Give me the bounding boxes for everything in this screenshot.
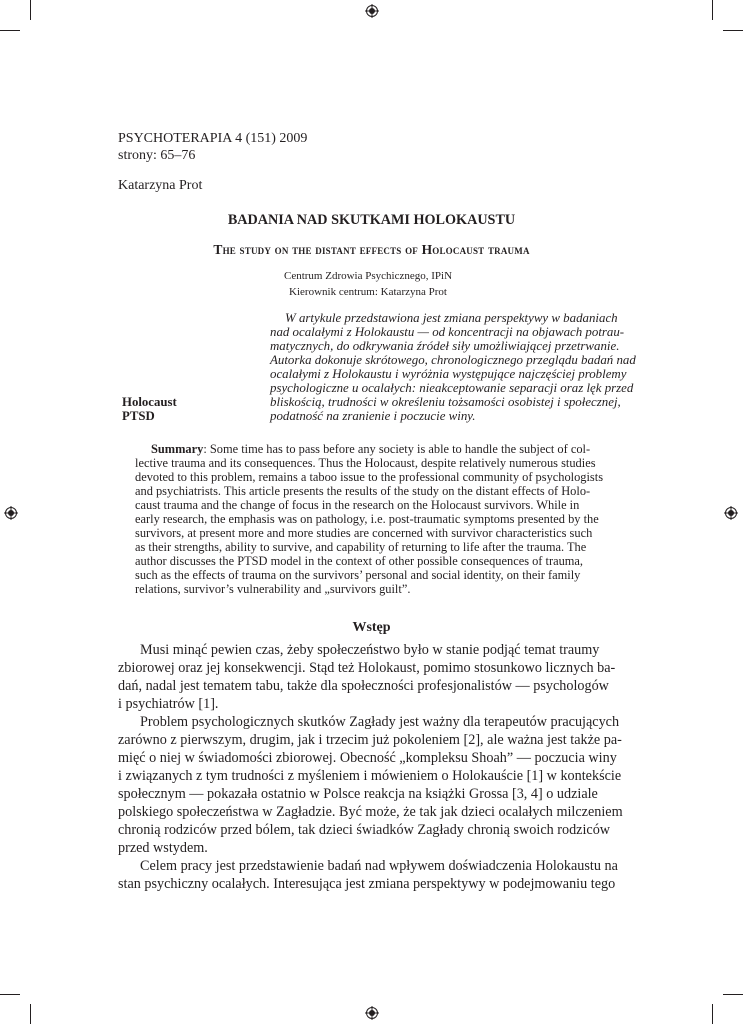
body-line: Celem pracy jest przedstawienie badań nad wpływem doświadczenia Holokaustu na: [140, 858, 618, 874]
body-line: Problem psychologicznych skutków Zagłady jest ważny dla terapeutów pracujących: [140, 714, 620, 730]
summary-line: author discusses the PTSD model in the context of other possible consequences of trauma,: [135, 554, 584, 568]
summary-line: relations, survivor’s vulnerability and „survivors guilt”.: [135, 582, 411, 596]
abstract-line: bliskością, trudności w określeniu tożsamości osobistej i społecznej,: [270, 395, 621, 409]
body-line: dań, nadal jest tematem tabu, także dla społeczności profesjonalistów — psychologów: [118, 678, 609, 694]
abstract-line: psychologiczne u ocalałych: nieakceptowanie separacji oraz lęk przed: [270, 381, 634, 395]
affiliation-line: Centrum Zdrowia Psychicznego, IPiN: [283, 270, 453, 282]
abstract-line: nad ocalałymi z Holokaustu — od koncentracji na objawach potrau-: [270, 325, 625, 339]
abstract-line: W artykule przedstawiona jest zmiana perspektywy w badaniach: [285, 311, 618, 325]
page-range: strony: 65–76: [118, 148, 196, 163]
abstract-line: podatność na zranienie i poczucie winy.: [270, 409, 476, 423]
abstract-line: ocalałymi z Holokaustu i wyróżnia występujące najczęściej problemy: [270, 367, 627, 381]
abstract-line: Autorka dokonuje skrótowego, chronologicznego przeglądu badań nad: [270, 353, 636, 367]
summary-label: Summary: [151, 442, 204, 456]
subtitle-cap-1: T: [213, 242, 223, 257]
summary-line: such as the effects of trauma on the survivors’ personal and social identity, on their family: [135, 568, 581, 582]
summary-line: as their strengths, ability to survive, and capability of returning to life after the trauma. The: [135, 540, 587, 554]
summary-line: early research, the emphasis was on pathology, i.e. post-traumatic symptoms presented by the: [135, 512, 599, 526]
registration-mark-bottom-icon: [365, 1006, 379, 1020]
body-line: przed wstydem.: [118, 840, 208, 856]
crop-mark-bottom-left-h: [0, 994, 20, 995]
affiliation-line: Kierownik centrum: Katarzyna Prot: [289, 286, 447, 298]
body-line: i związanych z tym trudności z myśleniem i mówieniem o Holokauście [1] w kontekście: [118, 768, 622, 784]
crop-mark-top-right-h: [723, 30, 743, 31]
body-line: stan psychiczny ocalałych. Interesująca jest zmiana perspektywy w podejmowaniu tego: [118, 876, 616, 892]
journal-citation: PSYCHOTERAPIA 4 (151) 2009: [118, 131, 308, 146]
body-line: i psychiatrów [1].: [118, 696, 219, 712]
summary-first-line: [151, 443, 590, 457]
body-line: zbiorowej oraz jej konsekwencji. Stąd też Holokaust, pomimo stosunkowo licznych ba-: [118, 660, 616, 676]
summary-line: and psychiatrists. This article presents the results of the study on the distant effects of Holo-: [135, 484, 591, 498]
crop-mark-top-left-h: [0, 30, 20, 31]
summary-line: devoted to this problem, remains a taboo issue to the professional community of psychologists: [135, 470, 604, 484]
registration-mark-top-icon: [365, 4, 379, 18]
article-subtitle: [0, 242, 743, 258]
body-line: zarówno z pierwszym, drugim, jak i trzecim już pokoleniem [2], ale ważna jest także pa-: [118, 732, 622, 748]
registration-mark-left-icon: [4, 506, 18, 520]
body-line: polskiego społeczeństwa w Zagładzie. Być może, że tak jak dzieci ocalałych milczeniem: [118, 804, 623, 820]
crop-mark-bottom-left-v: [30, 1004, 31, 1024]
summary-line: lective trauma and its consequences. Thus the Holocaust, despite relatively numerous studies: [135, 456, 596, 470]
crop-mark-bottom-right-h: [723, 994, 743, 995]
keyword: Holocaust: [122, 395, 177, 409]
summary-line: survivors, at present more and more studies are concerned with survivor characteristics such: [135, 526, 593, 540]
crop-mark-bottom-right-v: [712, 1004, 713, 1024]
body-line: społecznym — pokazała ostatnio w Polsce reakcja na książki Grossa [3, 4] o udziale: [118, 786, 598, 802]
body-line: mięć o niej w świadomości zbiorowej. Obecność „kompleksu Shoah” — poczucia winy: [118, 750, 617, 766]
summary-text: : Some time has to pass before any society is able to handle the subject of col-: [203, 442, 591, 456]
affiliation-block: [270, 269, 466, 299]
summary-line: caust trauma and the change of focus in the research on the Holocaust survivors. While in: [135, 498, 580, 512]
registration-mark-right-icon: [724, 506, 738, 520]
keyword: PTSD: [122, 409, 155, 423]
crop-mark-top-right-v: [712, 0, 713, 20]
subtitle-part-2: olocaust trauma: [432, 242, 530, 257]
abstract-line: matycznych, do odkrywania źródeł siły umożliwiającej przetrwanie.: [270, 339, 620, 353]
body-line: chronią rodziców przed bólem, tak dzieci świadków Zagłady chronią swoich rodziców: [118, 822, 611, 838]
subtitle-cap-2: H: [421, 242, 433, 257]
author-name: Katarzyna Prot: [118, 178, 203, 193]
section-heading: Wstęp: [352, 620, 391, 635]
body-line: Musi minąć pewien czas, żeby społeczeństwo było w stanie podjąć temat traumy: [140, 642, 600, 658]
crop-mark-top-left-v: [30, 0, 31, 20]
subtitle-part-1: he study on the distant effects of: [222, 242, 422, 257]
article-title: BADANIA NAD SKUTKAMI HOLOKAUSTU: [227, 212, 516, 228]
